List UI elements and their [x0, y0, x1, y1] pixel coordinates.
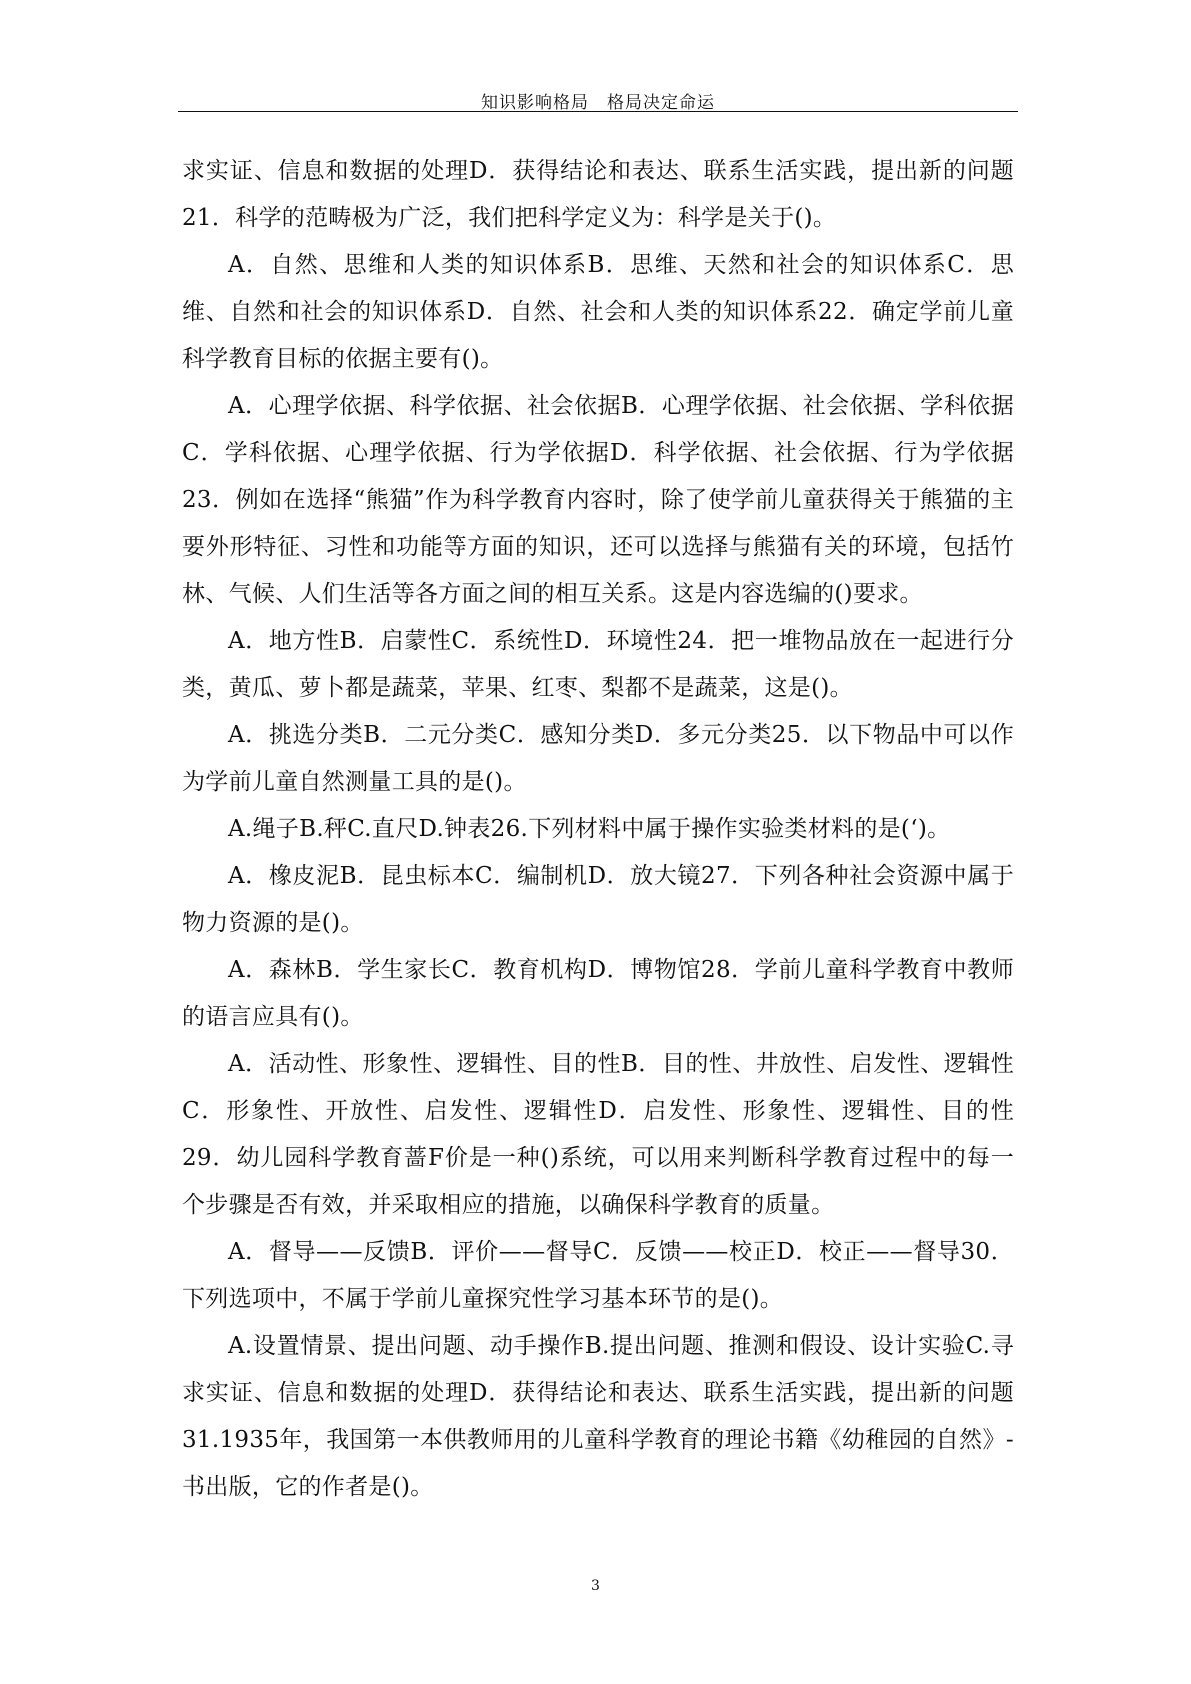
paragraph: 求实证、信息和数据的处理D．获得结论和表达、联系生活实践，提出新的问题21．科学的范畴极为广泛，我们把科学定义为：科学是关于()。: [182, 158, 1014, 231]
paragraph: A．地方性B．启蒙性C．系统性D．环境性24．把一堆物品放在一起进行分类，黄瓜、萝卜都是蔬菜，苹果、红枣、梨都不是蔬菜，这是()。: [182, 628, 1014, 701]
running-header: 知识影响格局 格局决定命运: [481, 93, 715, 113]
paragraph: A．心理学依据、科学依据、社会依据B．心理学依据、社会依据、学科依据C．学科依据、心理学依据、行为学依据D．科学依据、社会依据、行为学依据23．例如在选择“熊猫”作为科学教育内容时，除了使学前儿童获得关于熊猫的主要外形特征、习性和功能等方面的知识，还可以选择与熊猫有关的环境，包括竹林、气候、人们生活等各方面之间的相互关系。这是内容选编的()要求。: [182, 393, 1014, 607]
header-divider: [178, 111, 1018, 112]
paragraph: A．森林B．学生家长C．教育机构D．博物馆28．学前儿童科学教育中教师的语言应具有()。: [182, 957, 1014, 1030]
paragraph: A．挑选分类B．二元分类C．感知分类D．多元分类25．以下物品中可以作为学前儿童自然测量工具的是()。: [182, 722, 1014, 795]
paragraph: A．橡皮泥B．昆虫标本C．编制机D．放大镜27．下列各种社会资源中属于物力资源的是()。: [182, 863, 1014, 936]
paragraph: A.绳子B.秤C.直尺D.钟表26.下列材料中属于操作实验类材料的是(‘)。: [228, 816, 951, 842]
paragraph: A．自然、思维和人类的知识体系B．思维、天然和社会的知识体系C．思维、自然和社会的知识体系D．自然、社会和人类的知识体系22．确定学前儿童科学教育目标的依据主要有()。: [182, 252, 1014, 372]
document-body: [182, 148, 1014, 1511]
paragraph: A.设置情景、提出问题、动手操作B.提出问题、推测和假设、设计实验C.寻求实证、信息和数据的处理D．获得结论和表达、联系生活实践，提出新的问题31.1935年，我国第一本供教师用的儿童科学教育的理论书籍《幼稚园的自然》-书出版，它的作者是()。: [182, 1333, 1014, 1500]
paragraph: A．督导——反馈B．评价——督导C．反馈——校正D．校正——督导30．下列选项中，不属于学前儿童探究性学习基本环节的是()。: [182, 1239, 1014, 1312]
page-number: 3: [591, 1578, 600, 1594]
paragraph: A．活动性、形象性、逻辑性、目的性B．目的性、井放性、启发性、逻辑性C．形象性、开放性、启发性、逻辑性D．启发性、形象性、逻辑性、目的性29．幼儿园科学教育蔷F价是一种()系统，可以用来判断科学教育过程中的每一个步骤是否有效，并采取相应的措施，以确保科学教育的质量。: [182, 1051, 1014, 1218]
